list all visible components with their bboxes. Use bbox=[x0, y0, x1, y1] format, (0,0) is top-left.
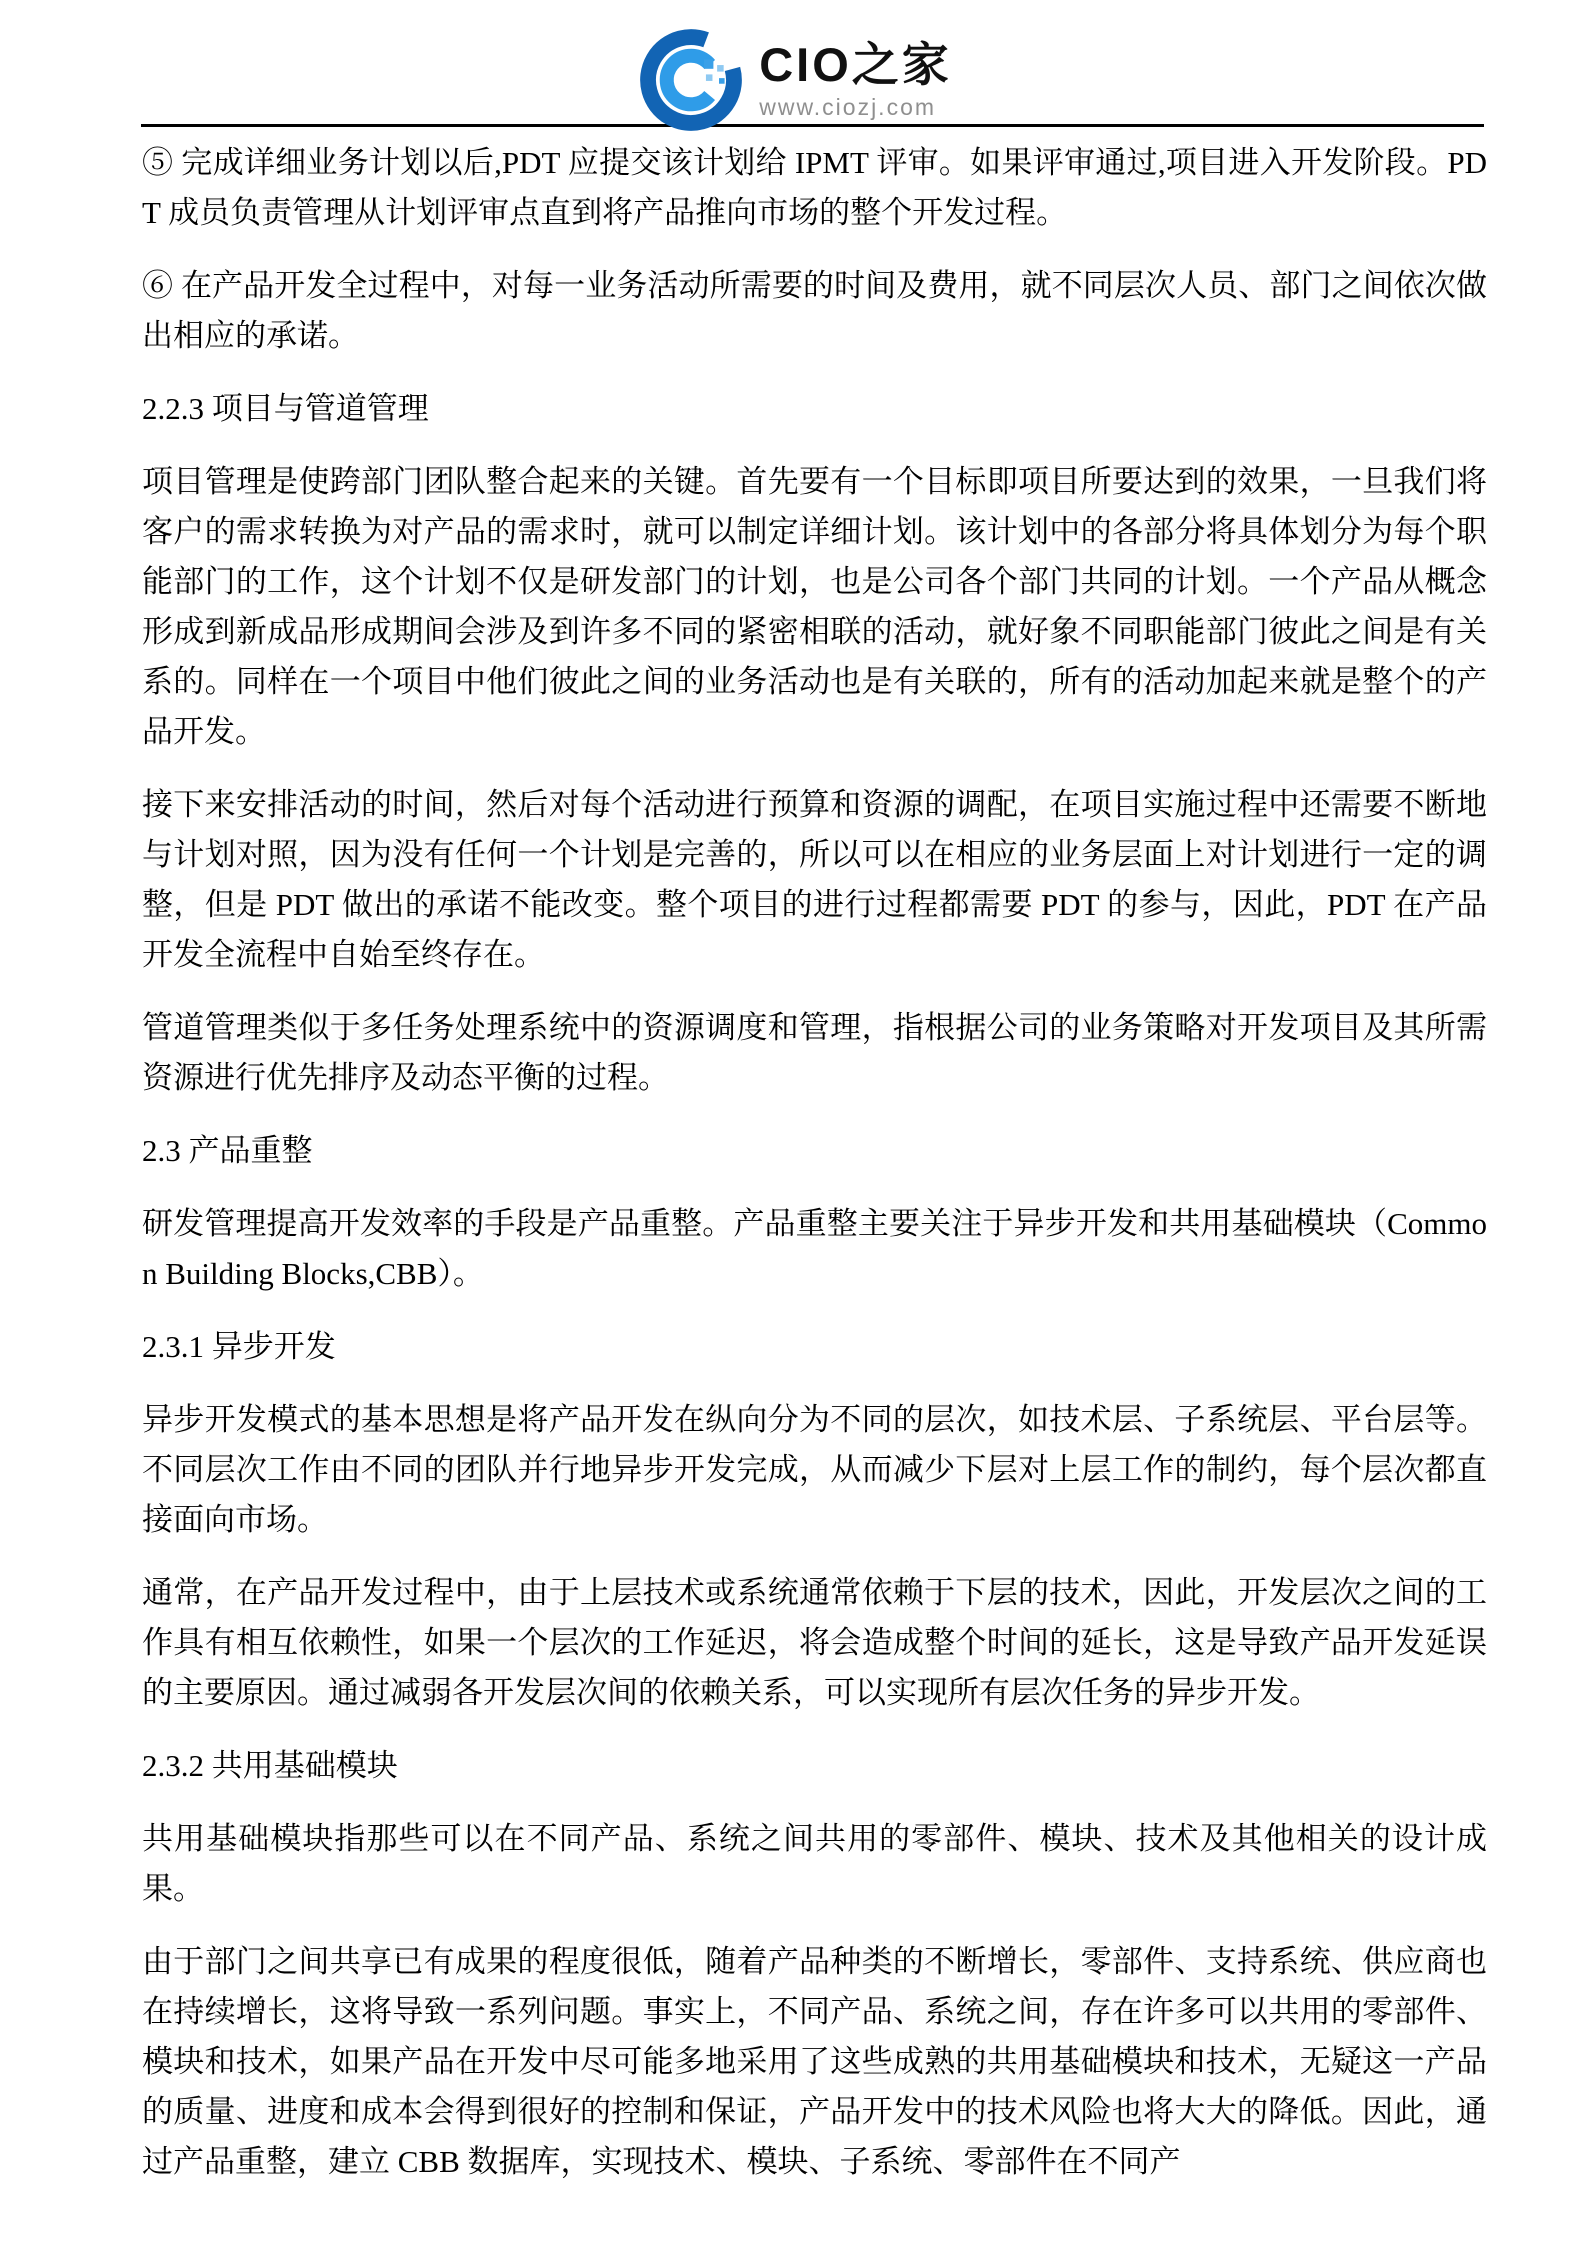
paragraph-item-6: ⑥ 在产品开发全过程中，对每一业务活动所需要的时间及费用，就不同层次人员、部门之间依次做出相应的承诺。 bbox=[142, 268, 1487, 353]
document-content bbox=[0, 127, 1587, 2187]
site-logo bbox=[635, 24, 952, 136]
paragraph: 接下来安排活动的时间，然后对每个活动进行预算和资源的调配，在项目实施过程中还需要不断地与计划对照，因为没有任何一个计划是完善的，所以可以在相应的业务层面上对计划进行一定的调整，但是 PDT 做出的承诺不能改变。整个项目的进行过程都需要 PDT 的参与，因此，PDT 在产品开发全流程中自始至终存在。 bbox=[142, 787, 1487, 972]
paragraph: 项目管理是使跨部门团队整合起来的关键。首先要有一个目标即项目所要达到的效果，一旦我们将客户的需求转换为对产品的需求时，就可以制定详细计划。该计划中的各部分将具体划分为每个职能部门的工作，这个计划不仅是研发部门的计划，也是公司各个部门共同的计划。一个产品从概念形成到新成品形成期间会涉及到许多不同的紧密相联的活动，就好象不同职能部门彼此之间是有关系的。同样在一个项目中他们彼此之间的业务活动也是有关联的，所有的活动加起来就是整个的产品开发。 bbox=[142, 464, 1487, 749]
section-heading-2-2-3: 2.2.3 项目与管道管理 bbox=[142, 391, 429, 426]
site-header bbox=[0, 0, 1587, 124]
cio-logo-icon bbox=[635, 24, 747, 136]
logo-text-block bbox=[759, 39, 952, 121]
section-heading-2-3-2: 2.3.2 共用基础模块 bbox=[142, 1748, 398, 1783]
paragraph: 管道管理类似于多任务处理系统中的资源调度和管理，指根据公司的业务策略对开发项目及其所需资源进行优先排序及动态平衡的过程。 bbox=[142, 1010, 1487, 1095]
paragraph-item-5: ⑤ 完成详细业务计划以后,PDT 应提交该计划给 IPMT 评审。如果评审通过,项目进入开发阶段。PDT 成员负责管理从计划评审点直到将产品推向市场的整个开发过程。 bbox=[142, 145, 1487, 230]
logo-url: www.ciozj.com bbox=[759, 93, 937, 120]
paragraph: 异步开发模式的基本思想是将产品开发在纵向分为不同的层次，如技术层、子系统层、平台层等。不同层次工作由不同的团队并行地异步开发完成，从而减少下层对上层工作的制约，每个层次都直接面向市场。 bbox=[142, 1402, 1487, 1537]
paragraph: 由于部门之间共享已有成果的程度很低，随着产品种类的不断增长，零部件、支持系统、供应商也在持续增长，这将导致一系列问题。事实上，不同产品、系统之间，存在许多可以共用的零部件、模块和技术，如果产品在开发中尽可能多地采用了这些成熟的共用基础模块和技术，无疑这一产品的质量、进度和成本会得到很好的控制和保证，产品开发中的技术风险也将大大的降低。因此，通过产品重整，建立 CBB 数据库，实现技术、模块、子系统、零部件在不同产 bbox=[142, 1944, 1487, 2179]
paragraph: 研发管理提高开发效率的手段是产品重整。产品重整主要关注于异步开发和共用基础模块（Common Building Blocks,CBB）。 bbox=[142, 1206, 1487, 1291]
section-heading-2-3-1: 2.3.1 异步开发 bbox=[142, 1329, 336, 1364]
paragraph: 通常，在产品开发过程中，由于上层技术或系统通常依赖于下层的技术，因此，开发层次之间的工作具有相互依赖性，如果一个层次的工作延迟，将会造成整个时间的延长，这是导致产品开发延误的主要原因。通过减弱各开发层次间的依赖关系，可以实现所有层次任务的异步开发。 bbox=[142, 1575, 1487, 1710]
section-heading-2-3: 2.3 产品重整 bbox=[142, 1133, 313, 1168]
logo-title: CIO之家 bbox=[759, 38, 952, 92]
paragraph: 共用基础模块指那些可以在不同产品、系统之间共用的零部件、模块、技术及其他相关的设计成果。 bbox=[142, 1821, 1487, 1906]
